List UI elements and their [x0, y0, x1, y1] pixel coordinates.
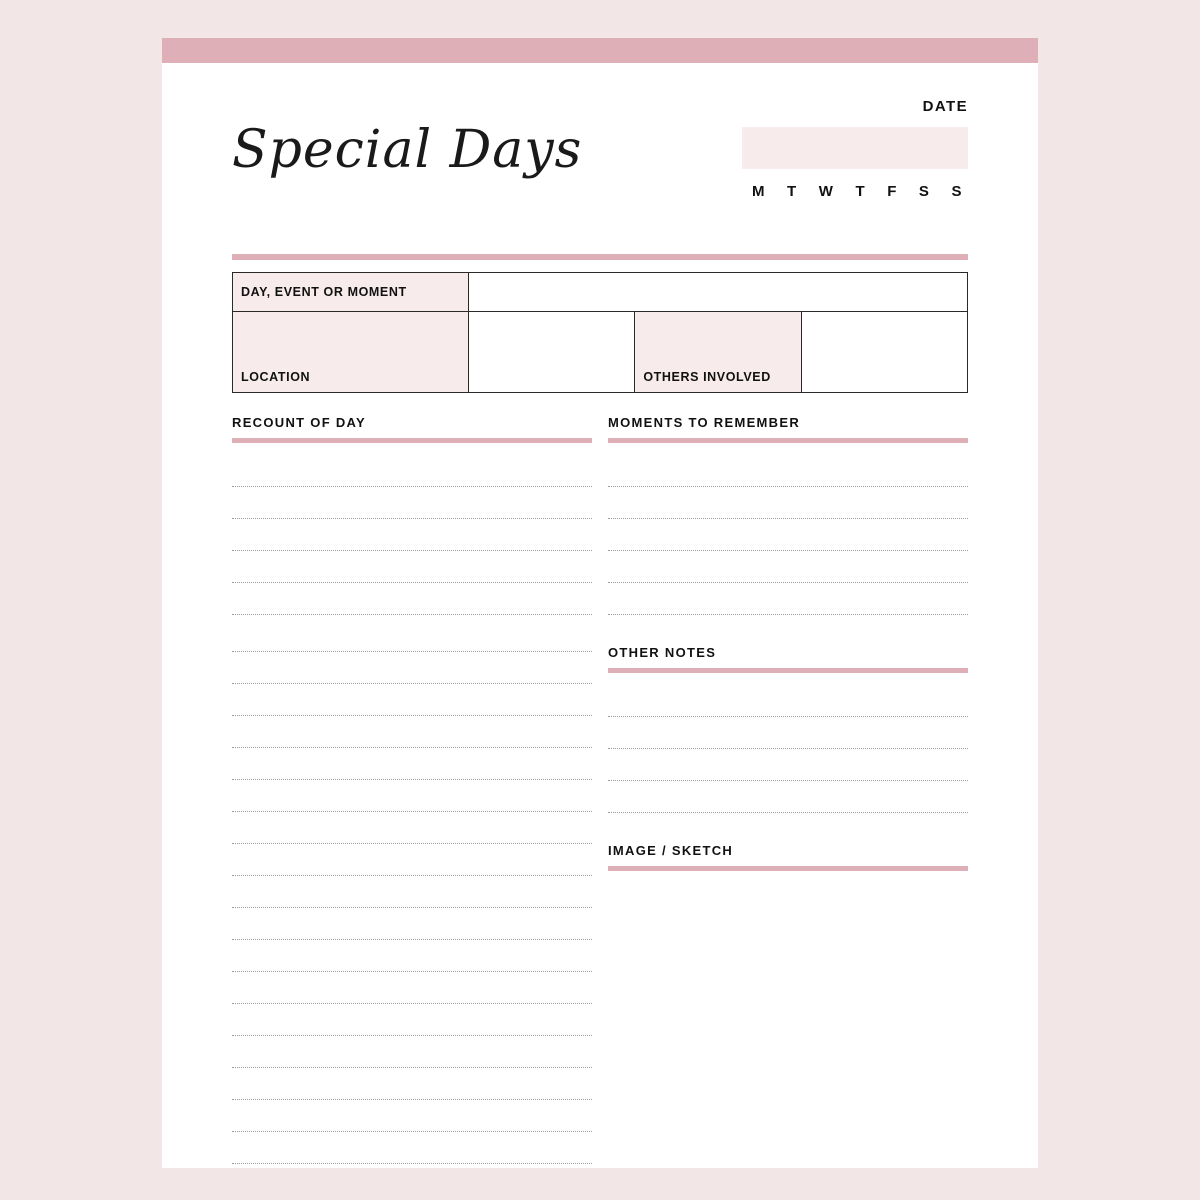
write-line[interactable]: [232, 876, 592, 908]
write-line[interactable]: [232, 1100, 592, 1132]
recount-of-day-lines[interactable]: [232, 455, 592, 1164]
page-content: [232, 98, 968, 1164]
write-line[interactable]: [232, 780, 592, 812]
write-line[interactable]: [232, 1004, 592, 1036]
write-line[interactable]: [232, 1068, 592, 1100]
weekday-sunday[interactable]: S: [951, 183, 962, 200]
weekday-tuesday[interactable]: T: [787, 183, 797, 200]
write-line[interactable]: [232, 748, 592, 780]
weekday-friday[interactable]: F: [887, 183, 897, 200]
section-title-other-notes: OTHER NOTES: [608, 645, 717, 660]
write-line[interactable]: [232, 972, 592, 1004]
write-line[interactable]: [232, 812, 592, 844]
table-row-location: [233, 312, 968, 393]
label-day-event-or-moment: DAY, EVENT OR MOMENT: [233, 273, 469, 312]
write-line[interactable]: [232, 908, 592, 940]
image-sketch-area[interactable]: [608, 871, 968, 1141]
section-divider-other-notes: [608, 668, 968, 673]
page-header: [232, 98, 968, 248]
planner-page: [162, 38, 1038, 1168]
section-title-moments-to-remember: MOMENTS TO REMEMBER: [608, 415, 801, 430]
table-row-event: [233, 273, 968, 312]
write-line[interactable]: [232, 455, 592, 487]
spacer: [608, 813, 968, 843]
label-others-involved: OTHERS INVOLVED: [635, 312, 801, 393]
write-line[interactable]: [232, 940, 592, 972]
input-others-involved[interactable]: [801, 312, 967, 393]
write-line[interactable]: [608, 583, 968, 615]
header-divider: [232, 254, 968, 260]
column-left: [232, 415, 592, 1164]
weekday-selector[interactable]: [742, 183, 968, 200]
write-line[interactable]: [232, 716, 592, 748]
write-line[interactable]: [232, 583, 592, 615]
input-day-event-or-moment[interactable]: [469, 273, 968, 312]
page-top-accent-bar: [162, 38, 1038, 63]
date-input[interactable]: [742, 127, 968, 169]
write-line[interactable]: [232, 1132, 592, 1164]
section-divider-recount: [232, 438, 592, 443]
section-title-recount-of-day: RECOUNT OF DAY: [232, 415, 367, 430]
write-line[interactable]: [232, 519, 592, 551]
write-line[interactable]: [232, 652, 592, 684]
moments-to-remember-lines[interactable]: [608, 455, 968, 615]
write-line[interactable]: [608, 749, 968, 781]
write-line[interactable]: [608, 781, 968, 813]
label-location: LOCATION: [233, 312, 469, 393]
date-label: DATE: [922, 98, 968, 115]
write-line[interactable]: [232, 551, 592, 583]
write-line[interactable]: [608, 717, 968, 749]
write-line[interactable]: [608, 551, 968, 583]
weekday-monday[interactable]: M: [752, 183, 765, 200]
write-line[interactable]: [608, 455, 968, 487]
write-line[interactable]: [232, 487, 592, 519]
write-line[interactable]: [608, 685, 968, 717]
weekday-thursday[interactable]: T: [855, 183, 866, 200]
weekday-wednesday[interactable]: W: [818, 183, 834, 200]
write-line[interactable]: [608, 519, 968, 551]
page-title: Special Days: [232, 120, 583, 180]
date-block: [742, 98, 968, 200]
write-line[interactable]: [232, 684, 592, 716]
write-line[interactable]: [232, 615, 592, 652]
content-columns: [232, 415, 968, 1164]
info-table: [232, 272, 968, 393]
spacer: [608, 615, 968, 645]
column-right: [608, 415, 968, 1164]
section-title-image-sketch: IMAGE / SKETCH: [608, 843, 734, 858]
write-line[interactable]: [232, 1036, 592, 1068]
section-divider-moments: [608, 438, 968, 443]
weekday-saturday[interactable]: S: [918, 183, 930, 200]
input-location[interactable]: [469, 312, 635, 393]
write-line[interactable]: [608, 487, 968, 519]
write-line[interactable]: [232, 844, 592, 876]
other-notes-lines[interactable]: [608, 685, 968, 813]
